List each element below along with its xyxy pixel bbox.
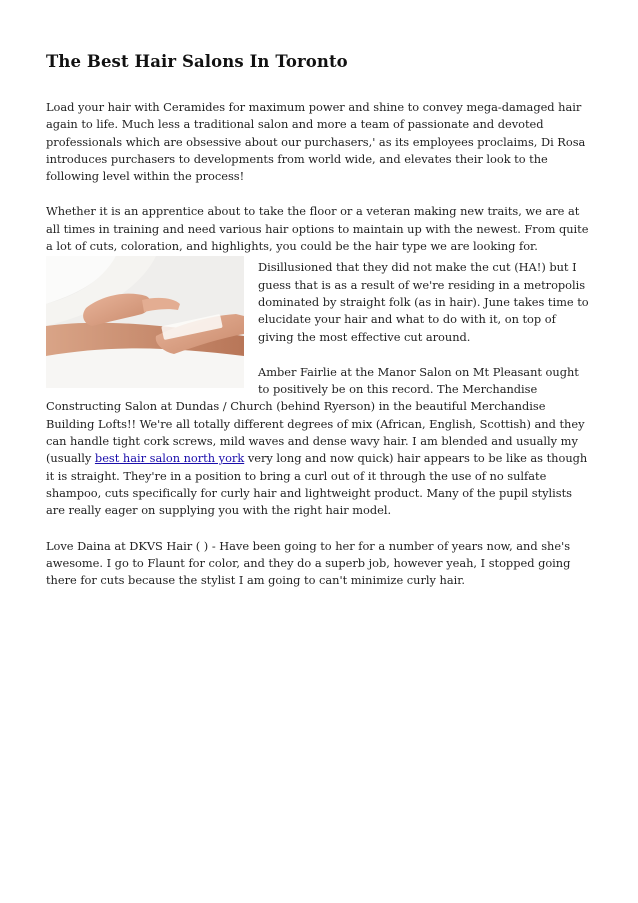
spa-treatment-image xyxy=(46,256,244,388)
paragraph-4-text-start: Amber Fairlie at the Manor Salon on Mt Pleasant ought to positively be on this record. The Merchandise Constructing Salon at Dundas / Church (behind Ryerson) in the beautiful Merchandise Building Lofts!! We're all totally different degrees of mix (African, English, Scottish) and they can handle tight cork screws, mild waves and dense wavy hair. I am blended and usually my (usually xyxy=(46,364,585,466)
page-title: The Best Hair Salons In Toronto xyxy=(46,52,348,71)
paragraph-5: Love Daina at DKVS Hair ( ) - Have been going to her for a number of years now, and she's awesome. I go to Flaunt for color, and they do a superb job, however yeah, I stopped going there for cuts because the stylist I am going to can't minimize curly hair. xyxy=(46,538,571,588)
salon-link[interactable]: best hair salon north york xyxy=(94,451,245,466)
paragraph-3: Disillusioned that they did not make the cut (HA!) but I guess that is as a result of we're residing in a metropolis dominated by straight folk (as in hair). June takes time to elucidate your hair and what to do with it, on top of giving the most effective cut around. xyxy=(258,260,589,344)
spa-treatment-photo xyxy=(46,256,244,388)
paragraph-2: Whether it is an apprentice about to take the floor or a veteran making new traits, we are at all times in training and need various hair options to maintain up with the newest. From quite a lot of cuts, coloration, and highlights, you could be the hair type we are looking for. xyxy=(46,204,589,254)
paragraph-1: Load your hair with Ceramides for maximum power and shine to convey mega-damaged hair again to life. Much less a traditional salon and more a team of passionate and devoted professionals which are obsessive about our purchasers,' as its employees proclaims, Di Rosa introduces purchasers to developments from world wide, and elevates their look to the following level within the process! xyxy=(46,100,586,184)
paragraph-4-text-end: very long and now quick) hair appears to be like as though it is straight. They're in a position to bring a curl out of it through the use of no sulfate shampoo, cuts specifically for curly hair and lightweight product. Many of the pupil stylists are really eager on supplying you with the right hair model. xyxy=(46,451,588,518)
